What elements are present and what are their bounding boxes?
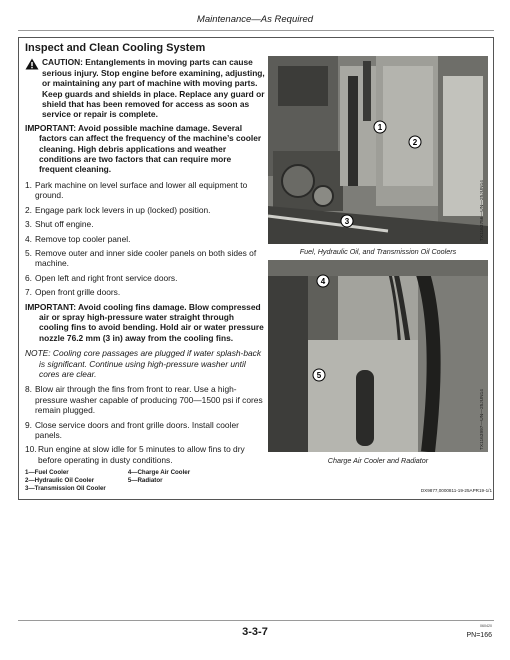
step-text: Run engine at slow idle for 5 minutes to allow fins to dry before operating in dusty conditions. <box>38 444 245 465</box>
warning-triangle-icon <box>25 58 39 70</box>
document-id: DX9877,0000811-19-25APR19-1/1 <box>420 488 492 493</box>
step-item <box>25 205 265 215</box>
callout-2-marker <box>408 135 422 149</box>
step-item <box>25 420 265 441</box>
figure-legend <box>25 469 265 493</box>
step-text: Remove outer and inner side cooler panels on both sides of machine. <box>35 247 257 269</box>
step-item <box>25 384 265 415</box>
svg-text:5: 5 <box>316 371 322 380</box>
step-item <box>25 219 265 229</box>
legend-column-1 <box>25 469 106 493</box>
cooler-photo-2 <box>268 260 488 452</box>
section-title: Inspect and Clean Cooling System <box>25 42 206 54</box>
footer-rule <box>18 620 494 621</box>
step-number: 9. <box>25 419 32 430</box>
step-number: 1. <box>25 179 32 190</box>
step-number: 8. <box>25 384 32 395</box>
legend-item: 5—Radiator <box>127 477 163 485</box>
figure-2-caption: Charge Air Cooler and Radiator <box>327 456 429 465</box>
legend-item: 2—Hydraulic Oil Cooler <box>25 477 95 485</box>
steps-list-a <box>25 180 265 298</box>
step-text: Open left and right front service doors. <box>35 272 178 283</box>
svg-text:3: 3 <box>344 217 350 226</box>
step-text: Open front grille doors. <box>35 287 121 298</box>
important-notice-fins: IMPORTANT: Avoid cooling fins damage. Blow compressed air or spray high-pressure water straight through cooling fins to avoid bending. Hold air or water pressure nozzle 76.2 mm (3 in) away from the cooling fins. <box>25 301 264 343</box>
legend-item: 4—Charge Air Cooler <box>127 469 191 477</box>
caution-block <box>25 57 265 119</box>
step-text: Park machine on level surface and lower all equipment to ground. <box>35 179 248 201</box>
legend-item: 1—Fuel Cooler <box>25 469 69 477</box>
important-notice-frequency: IMPORTANT: Avoid possible machine damage. Several factors can affect the frequency of the machine’s cooler cleaning. High debris applications and weather conditions are two factors that can require more frequent cleaning. <box>25 122 262 175</box>
svg-text:4: 4 <box>320 277 326 286</box>
note-text: NOTE: Cooling core passages are plugged if water splash-back is significant. Continue using high-pressure washer until cores are clear. <box>25 348 262 379</box>
figure-2-id: TX1163997—UN—25JUN14 <box>480 389 485 450</box>
step-text: Close service doors and front grille doors. Install cooler panels. <box>35 419 239 440</box>
callout-1-marker <box>373 120 387 134</box>
footer-code: 060420 <box>480 624 492 628</box>
legend-column-2 <box>128 469 190 493</box>
step-number: 7. <box>25 287 32 298</box>
step-number: 10. <box>25 444 37 455</box>
figure-1-id: TX1163756—UN—25JUN14 <box>480 180 485 241</box>
cooler-photo-1 <box>268 56 488 244</box>
callout-5-marker <box>312 368 326 382</box>
callout-4-marker <box>316 274 330 288</box>
step-text: Engage park lock levers in up (locked) position. <box>35 204 211 215</box>
step-text: Remove top cooler panel. <box>35 233 131 244</box>
text-column <box>25 43 265 493</box>
step-item <box>25 287 265 297</box>
page-header: Maintenance—As Required <box>196 14 314 25</box>
header-rule <box>18 30 494 31</box>
svg-text:1: 1 <box>377 123 383 132</box>
step-number: 3. <box>25 219 32 230</box>
figure-1-caption: Fuel, Hydraulic Oil, and Transmission Oil Coolers <box>299 247 457 256</box>
page-number: 3-3-7 <box>242 626 268 638</box>
step-number: 6. <box>25 272 32 283</box>
step-text: Shut off engine. <box>35 219 94 230</box>
step-item <box>25 180 265 201</box>
page-reference: PN=166 <box>466 632 492 639</box>
steps-list-b <box>25 384 265 465</box>
step-text: Blow air through the fins from front to rear. Use a high-pressure washer capable of producing 700—1500 psi if cores remain plugged. <box>35 384 263 416</box>
step-item <box>25 234 265 244</box>
svg-text:2: 2 <box>412 138 418 147</box>
step-number: 2. <box>25 204 32 215</box>
callout-3-marker <box>340 214 354 228</box>
step-item <box>25 248 265 269</box>
legend-item: 3—Transmission Oil Cooler <box>25 485 106 493</box>
step-number: 4. <box>25 233 32 244</box>
step-item <box>25 444 265 465</box>
step-number: 5. <box>25 247 32 258</box>
step-item <box>25 273 265 283</box>
caution-text: CAUTION: Entanglements in moving parts can cause serious injury. Stop engine before examining, adjusting, or maintaining any part of machine with moving parts. Keep guards and shields in place. Replace any guard or shield that has been removed for access as soon as service or repair is complete. <box>42 57 265 120</box>
